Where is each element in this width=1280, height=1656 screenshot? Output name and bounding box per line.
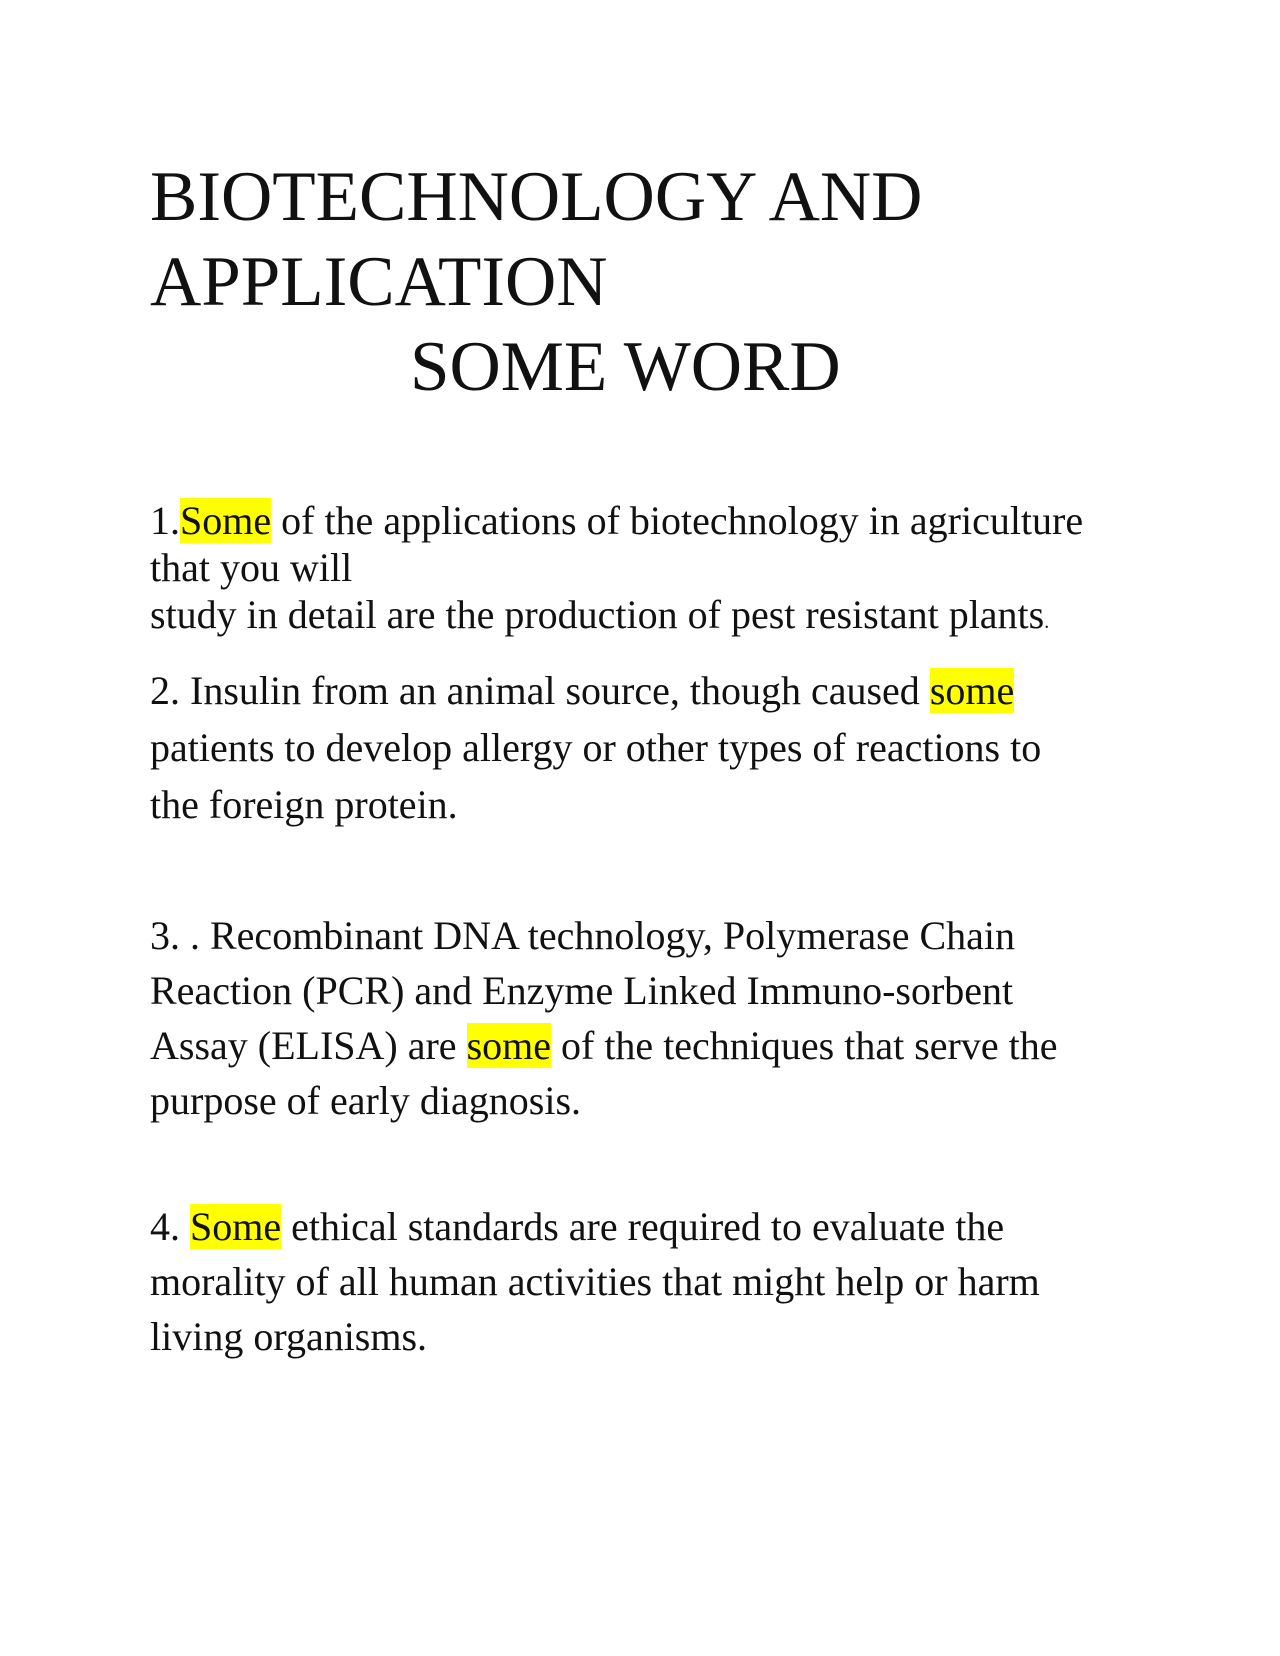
item-4-line-3: living organisms.	[150, 1314, 428, 1359]
item-4-prefix: 4.	[150, 1204, 190, 1249]
item-3-line-2: Reaction (PCR) and Enzyme Linked Immuno-sorbent	[150, 968, 1014, 1013]
item-2-line-2: patients to develop allergy or other types of reactions to	[150, 725, 1042, 770]
item-3-line-4: purpose of early diagnosis.	[150, 1078, 582, 1123]
item-3-line-3	[150, 1018, 1057, 1073]
item-4-line-1	[150, 1199, 1040, 1254]
list-item-3	[150, 908, 1057, 1128]
item-4-line-2: morality of all human activities that might help or harm	[150, 1259, 1040, 1304]
highlighted-word: Some	[180, 498, 272, 543]
item-1-line-3	[150, 591, 1083, 646]
item-1-line-1	[150, 497, 1083, 544]
item-2-line-3: the foreign protein.	[150, 782, 458, 827]
item-3-line-3-prefix: Assay (ELISA) are	[150, 1023, 467, 1068]
item-3-line-3-rest: of the techniques that serve the	[551, 1023, 1058, 1068]
document-subtitle: SOME WORD	[410, 328, 841, 406]
item-1-line-3-text: study in detail are the production of pest resistant plants	[150, 592, 1045, 637]
item-2-line-1	[150, 662, 1041, 719]
highlighted-word: some	[466, 1023, 551, 1068]
list-item-2	[150, 662, 1041, 833]
item-1-text: of the applications of biotechnology in agriculture	[271, 498, 1084, 543]
item-2-text: 2. Insulin from an animal source, though caused	[150, 668, 930, 713]
item-3-line-1: 3. . Recombinant DNA technology, Polymerase Chain	[150, 913, 1016, 958]
item-1-prefix: 1.	[150, 498, 180, 543]
item-1-period: .	[1044, 611, 1050, 633]
item-4-text: ethical standards are required to evaluate the	[281, 1204, 1005, 1249]
highlighted-word: some	[929, 668, 1015, 713]
document-title	[150, 155, 922, 410]
list-item-1	[150, 497, 1083, 646]
title-line-2: APPLICATION	[150, 243, 608, 321]
item-1-line-2: that you will	[150, 545, 353, 590]
title-line-1: BIOTECHNOLOGY AND	[150, 158, 923, 236]
list-item-4	[150, 1199, 1040, 1364]
highlighted-word: Some	[190, 1204, 282, 1249]
